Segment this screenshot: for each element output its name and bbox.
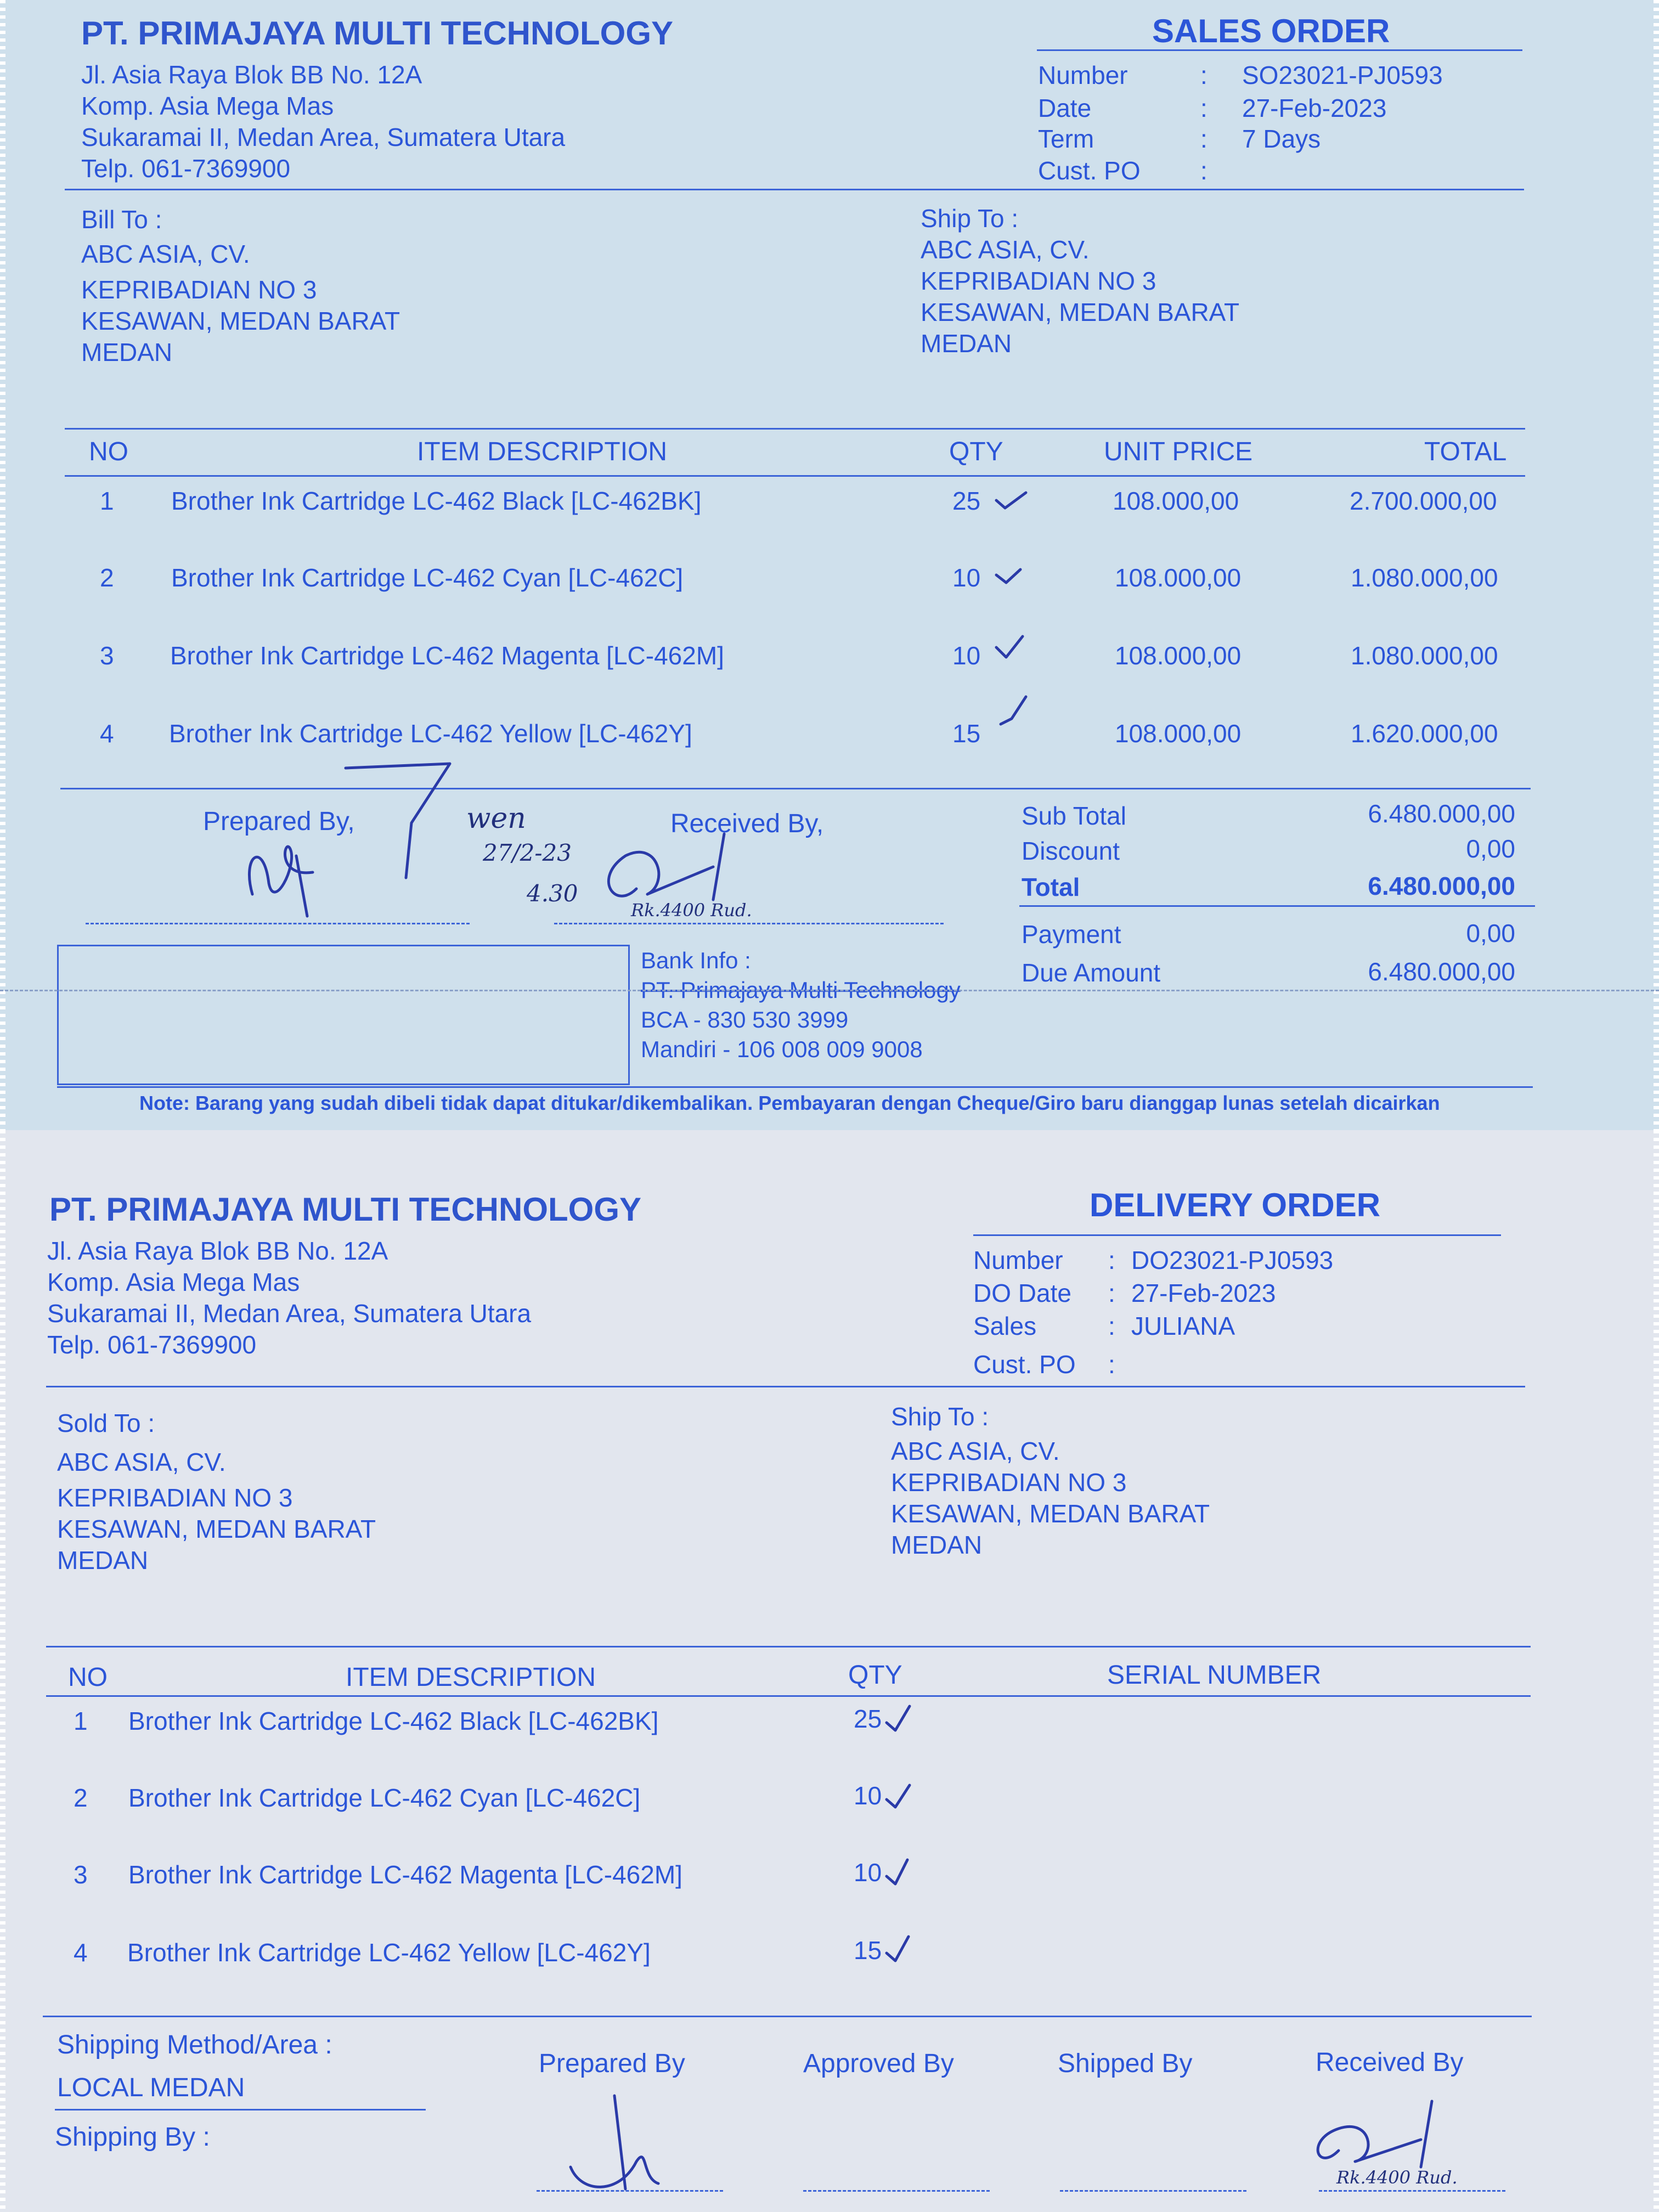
meta-label: Cust. PO	[1038, 156, 1141, 185]
received-by-label: Received By,	[670, 809, 824, 838]
meta-colon: :	[1200, 61, 1207, 89]
hand-stroke	[346, 764, 450, 878]
ship-to-label: Ship To :	[891, 1402, 989, 1431]
approved-by-label: Approved By	[803, 2049, 954, 2078]
column-header: SERIAL NUMBER	[1107, 1661, 1322, 1690]
grand-total-value: 6.480.000,00	[1368, 872, 1515, 900]
received-signature	[608, 834, 724, 900]
ship-to-label: Ship To :	[921, 204, 1019, 233]
terms-note: Note: Barang yang sudah dibeli tidak dapat ditukar/dikembalikan. Pembayaran dengan Cheque/Giro baru dianggap lunas setelah dicairkan	[139, 1092, 1440, 1114]
handwritten-name: wen	[466, 802, 526, 835]
ship-to-line: KEPRIBADIAN NO 3	[921, 267, 1156, 295]
shipping-method-underline	[55, 2109, 426, 2111]
column-header: UNIT PRICE	[1104, 437, 1253, 466]
check-icon	[996, 569, 1020, 583]
table-header-rule	[65, 475, 1525, 477]
row-total: 1.080.000,00	[1351, 563, 1498, 592]
shipped-by-label: Shipped By	[1058, 2049, 1193, 2078]
address-line: Jl. Asia Raya Blok BB No. 12A	[81, 60, 422, 89]
right-perforation	[1654, 0, 1659, 1130]
prepared-by-label: Prepared By	[539, 2049, 685, 2078]
meta-colon: :	[1108, 1279, 1115, 1307]
bank-account-name: PT. Primajaya Multi Technology	[641, 977, 961, 1003]
row-qty: 10	[952, 641, 981, 670]
row-qty: 15	[854, 1936, 882, 1965]
handwritten-date: 27/2-23	[483, 839, 572, 866]
check-icon	[887, 1785, 910, 1807]
meta-label: DO Date	[973, 1279, 1071, 1307]
right-perforation	[1654, 1130, 1659, 2212]
row-unit-price: 108.000,00	[1115, 563, 1242, 592]
sold-to-line: KEPRIBADIAN NO 3	[57, 1483, 293, 1512]
ship-to-name: ABC ASIA, CV.	[921, 235, 1090, 264]
column-header: QTY	[949, 437, 1003, 466]
sold-to-line: MEDAN	[57, 1546, 149, 1575]
handwritten-time: 4.30	[527, 880, 578, 907]
bill-to-name: ABC ASIA, CV.	[81, 240, 250, 268]
row-no: 1	[100, 487, 114, 515]
row-description: Brother Ink Cartridge LC-462 Black [LC-462BK]	[171, 487, 702, 515]
company-address	[47, 1235, 531, 1361]
row-qty: 15	[952, 719, 981, 748]
address-line: Komp. Asia Mega Mas	[47, 1268, 300, 1296]
row-no: 3	[100, 641, 114, 670]
meta-value: DO23021-PJ0593	[1131, 1246, 1334, 1274]
row-total: 1.080.000,00	[1351, 641, 1498, 670]
bank-info	[641, 946, 961, 1064]
meta-colon: :	[1108, 1312, 1115, 1340]
table-top-rule	[65, 428, 1525, 430]
title-underline	[1037, 49, 1522, 51]
sold-to-label: Sold To :	[57, 1409, 155, 1437]
row-qty: 10	[854, 1781, 882, 1810]
shipping-by-label: Shipping By :	[55, 2123, 210, 2152]
handwritten-receipt-note: Rk.4400 Rud.	[1336, 2167, 1458, 2188]
table-bottom-rule	[43, 2016, 1532, 2017]
row-description: Brother Ink Cartridge LC-462 Cyan [LC-462C]	[128, 1784, 641, 1812]
ship-to-block	[891, 1401, 1210, 1561]
meta-value: 7 Days	[1242, 125, 1321, 153]
bill-to-block	[81, 204, 400, 368]
column-header: QTY	[848, 1661, 902, 1690]
left-perforation	[0, 1130, 5, 2212]
row-no: 4	[100, 719, 114, 748]
totals-divider	[1019, 905, 1535, 907]
meta-label: Cust. PO	[973, 1350, 1076, 1379]
document-title: SALES ORDER	[1152, 13, 1390, 49]
ship-to-line: MEDAN	[921, 329, 1012, 358]
total-label: Discount	[1022, 837, 1120, 865]
table-top-rule	[46, 1646, 1531, 1647]
stamp-box	[57, 945, 630, 1085]
bill-to-line: KEPRIBADIAN NO 3	[81, 275, 317, 304]
row-unit-price: 108.000,00	[1115, 641, 1242, 670]
column-header: NO	[68, 1663, 108, 1692]
total-label: Sub Total	[1022, 802, 1126, 830]
row-no: 4	[74, 1938, 88, 1967]
row-qty: 25	[952, 487, 981, 515]
row-no: 2	[74, 1784, 88, 1812]
row-total: 2.700.000,00	[1350, 487, 1497, 515]
total-value: 6.480.000,00	[1368, 799, 1515, 828]
column-header: ITEM DESCRIPTION	[417, 437, 668, 466]
company-name: PT. PRIMAJAYA MULTI TECHNOLOGY	[81, 15, 674, 52]
ship-to-name: ABC ASIA, CV.	[891, 1437, 1060, 1465]
row-description: Brother Ink Cartridge LC-462 Magenta [LC-462M]	[170, 641, 724, 670]
meta-colon: :	[1108, 1350, 1115, 1379]
check-icon	[1001, 697, 1026, 724]
bill-to-label: Bill To :	[81, 205, 162, 234]
ship-to-line: MEDAN	[891, 1531, 983, 1559]
grand-total-label: Total	[1022, 873, 1080, 901]
shipping-method-value: LOCAL MEDAN	[57, 2073, 245, 2102]
left-perforation	[0, 0, 5, 1130]
ship-to-line: KEPRIBADIAN NO 3	[891, 1468, 1127, 1497]
received-by-label: Received By	[1316, 2048, 1464, 2077]
meta-label: Number	[973, 1246, 1063, 1274]
meta-value: 27-Feb-2023	[1131, 1279, 1276, 1307]
ship-to-line: KESAWAN, MEDAN BARAT	[891, 1499, 1210, 1528]
check-icon	[996, 636, 1023, 657]
qty-check-marks	[883, 1695, 927, 1970]
total-value: 0,00	[1466, 919, 1515, 947]
row-unit-price: 108.000,00	[1113, 487, 1239, 515]
bank-account: BCA - 830 530 3999	[641, 1007, 849, 1032]
title-underline	[973, 1234, 1501, 1236]
header-divider	[46, 1386, 1525, 1387]
check-icon	[996, 493, 1026, 508]
bank-account: Mandiri - 106 008 009 9008	[641, 1036, 923, 1062]
address-line: Telp. 061-7369900	[81, 154, 291, 183]
qty-check-marks	[993, 488, 1037, 746]
prepared-signature	[249, 847, 313, 916]
company-name: PT. PRIMAJAYA MULTI TECHNOLOGY	[49, 1191, 642, 1228]
row-description: Brother Ink Cartridge LC-462 Magenta [LC-462M]	[128, 1860, 682, 1889]
row-qty: 10	[854, 1858, 882, 1887]
meta-label: Date	[1038, 94, 1092, 122]
address-line: Telp. 061-7369900	[47, 1330, 257, 1359]
row-description: Brother Ink Cartridge LC-462 Cyan [LC-462C]	[171, 563, 684, 592]
ship-to-line: KESAWAN, MEDAN BARAT	[921, 298, 1240, 326]
received-signature	[1318, 2101, 1432, 2167]
meta-value: JULIANA	[1131, 1312, 1235, 1340]
meta-colon: :	[1200, 94, 1207, 122]
address-line: Sukaramai II, Medan Area, Sumatera Utara	[47, 1299, 532, 1328]
meta-label: Term	[1038, 125, 1094, 153]
meta-colon: :	[1200, 156, 1207, 185]
document-title: DELIVERY ORDER	[1090, 1187, 1381, 1223]
column-header: NO	[89, 437, 128, 466]
sold-to-line: KESAWAN, MEDAN BARAT	[57, 1515, 376, 1543]
table-header-rule	[46, 1695, 1531, 1697]
row-description: Brother Ink Cartridge LC-462 Black [LC-462BK]	[128, 1707, 659, 1735]
row-qty: 10	[952, 563, 981, 592]
bill-to-line: KESAWAN, MEDAN BARAT	[81, 307, 400, 335]
meta-colon: :	[1200, 125, 1207, 153]
total-label: Due Amount	[1022, 958, 1161, 987]
handwritten-receipt-note: Rk.4400 Rud.	[631, 900, 752, 921]
delivery-order-sheet	[0, 1130, 1659, 2212]
row-unit-price: 108.000,00	[1115, 719, 1242, 748]
row-no: 3	[74, 1860, 88, 1889]
shipping-method-label: Shipping Method/Area :	[57, 2030, 332, 2059]
row-description: Brother Ink Cartridge LC-462 Yellow [LC-462Y]	[127, 1938, 651, 1967]
column-header: ITEM DESCRIPTION	[346, 1663, 596, 1692]
ship-to-block	[921, 203, 1239, 359]
note-rule	[57, 1086, 1533, 1088]
tear-line	[0, 990, 1659, 991]
bill-to-line: MEDAN	[81, 338, 173, 366]
prepared-by-label: Prepared By,	[203, 807, 355, 836]
address-line: Komp. Asia Mega Mas	[81, 92, 334, 120]
total-label: Payment	[1022, 920, 1121, 949]
row-total: 1.620.000,00	[1351, 719, 1498, 748]
header-divider	[65, 189, 1524, 190]
address-line: Sukaramai II, Medan Area, Sumatera Utara	[81, 123, 566, 151]
check-icon	[887, 1937, 909, 1961]
meta-value: 27-Feb-2023	[1242, 94, 1387, 122]
row-description: Brother Ink Cartridge LC-462 Yellow [LC-462Y]	[169, 719, 692, 748]
row-no: 1	[74, 1707, 88, 1735]
row-no: 2	[100, 563, 114, 592]
sold-to-name: ABC ASIA, CV.	[57, 1448, 226, 1476]
bank-info-label: Bank Info :	[641, 947, 751, 973]
meta-colon: :	[1108, 1246, 1115, 1274]
company-address	[81, 59, 565, 184]
row-qty: 25	[854, 1705, 882, 1733]
check-icon	[887, 1860, 907, 1884]
sold-to-block	[57, 1408, 376, 1576]
prepared-signature	[571, 2096, 658, 2189]
meta-label: Sales	[973, 1312, 1037, 1340]
meta-value: SO23021-PJ0593	[1242, 61, 1443, 89]
meta-label: Number	[1038, 61, 1128, 89]
column-header: TOTAL	[1424, 437, 1507, 466]
address-line: Jl. Asia Raya Blok BB No. 12A	[47, 1237, 388, 1265]
total-value: 6.480.000,00	[1368, 957, 1515, 986]
total-value: 0,00	[1466, 834, 1515, 863]
check-icon	[887, 1706, 910, 1730]
